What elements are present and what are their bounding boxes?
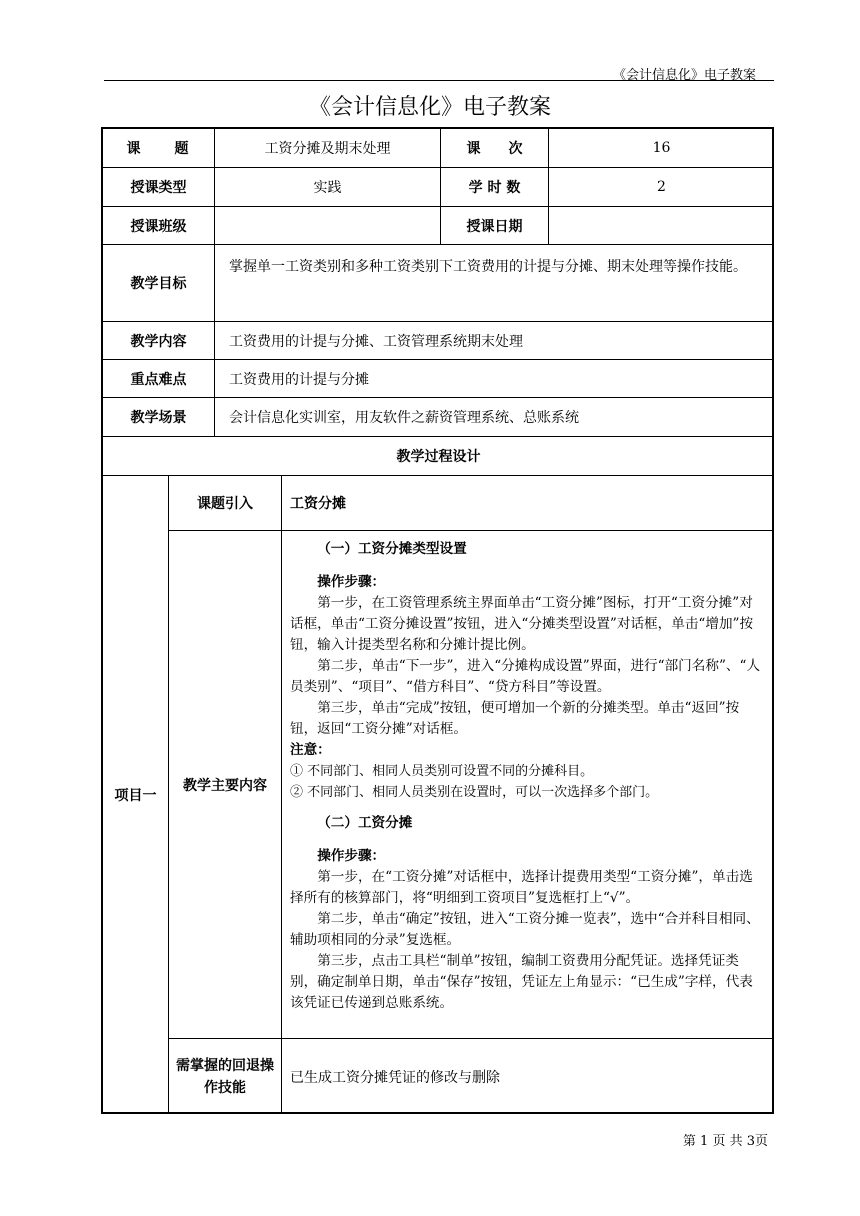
main-content-label: 教学主要内容: [169, 531, 282, 1039]
hours-label: 学 时 数: [441, 168, 549, 207]
section-1-step-1: 第一步，在工资管理系统主界面单击“工资分摊”图标，打开“工资分摊”对话框，单击“工资分摊设置”按钮，进入“分摊类型设置”对话框，单击“增加”按钮，输入计提类型名称和分摊计提比例。: [290, 595, 754, 653]
header-rule: [104, 80, 774, 81]
document-title: 《会计信息化》电子教案: [308, 95, 551, 120]
goal-label: 教学目标: [103, 245, 215, 322]
session-label: 课 次: [441, 129, 549, 168]
difficulty-label: 重点难点: [103, 360, 215, 398]
scene-value: 会计信息化实训室，用友软件之薪资管理系统、总账系统: [215, 398, 774, 437]
section-2-step-3: 第三步，点击工具栏“制单”按钮，编制工资费用分配凭证。选择凭证类别，确定制单日期，单击“保存”按钮，凭证左上角显示：“已生成”字样，代表该凭证已传递到总账系统。: [290, 953, 753, 1011]
lesson-plan-table: [101, 127, 774, 1114]
type-value: 实践: [215, 168, 441, 207]
topic-label: 课 题: [103, 129, 215, 168]
goal-value: 掌握单一工资类别和多种工资类别下工资费用的计提与分摊、期末处理等操作技能。: [215, 245, 774, 322]
page-footer: 第 1 页 共 3页: [682, 1134, 768, 1149]
date-label: 授课日期: [441, 207, 549, 245]
difficulty-value: 工资费用的计提与分摊: [215, 360, 774, 398]
rollback-label: 需掌握的回退操作技能: [169, 1039, 282, 1114]
content-value: 工资费用的计提与分摊、工资管理系统期末处理: [215, 322, 774, 360]
section-1-step-2: 第二步，单击“下一步”，进入“分摊构成设置”界面，进行“部门名称”、“人员类别”、“项目”、“借方科目”、“贷方科目”等设置。: [290, 658, 761, 695]
project-label: 项目一: [103, 476, 169, 1114]
type-label: 授课类型: [103, 168, 215, 207]
running-header: 《会计信息化》电子教案: [612, 68, 756, 83]
section-1-title: （一）工资分摊类型设置: [317, 541, 467, 557]
section-2-title: （二）工资分摊: [317, 815, 413, 831]
section-1-notes-heading: 注意：: [290, 742, 331, 758]
rollback-value: 已生成工资分摊凭证的修改与删除: [290, 1069, 500, 1086]
session-value: 16: [549, 129, 774, 168]
section-1-steps-heading: 操作步骤：: [317, 574, 386, 590]
date-value: [549, 207, 774, 245]
topic-value: 工资分摊及期末处理: [215, 129, 441, 168]
class-label: 授课班级: [103, 207, 215, 245]
section-2-step-2: 第二步，单击“确定”按钮，进入“工资分摊一览表”，选中“合并科目相同、辅助项相同的分录”复选框。: [290, 911, 760, 948]
content-label: 教学内容: [103, 322, 215, 360]
intro-label: 课题引入: [169, 476, 282, 531]
section-2-steps-heading: 操作步骤：: [317, 848, 386, 864]
class-value: [215, 207, 441, 245]
scene-label: 教学场景: [103, 398, 215, 437]
section-2-step-1: 第一步，在“工资分摊”对话框中，选择计提费用类型“工资分摊”，单击选择所有的核算部门，将“明细到工资项目”复选框打上“√”。: [290, 869, 753, 906]
section-1-note-2: ② 不同部门、相同人员类别在设置时，可以一次选择多个部门。: [290, 785, 659, 800]
hours-value: 2: [549, 168, 774, 207]
main-content-body: [282, 531, 774, 1039]
intro-value: 工资分摊: [282, 476, 774, 531]
process-heading: 教学过程设计: [103, 437, 774, 476]
section-1-note-1: ① 不同部门、相同人员类别可设置不同的分摊科目。: [290, 764, 594, 779]
section-1-step-3: 第三步，单击“完成”按钮，便可增加一个新的分摊类型。单击“返回”按钮，返回“工资分摊”对话框。: [290, 700, 740, 737]
